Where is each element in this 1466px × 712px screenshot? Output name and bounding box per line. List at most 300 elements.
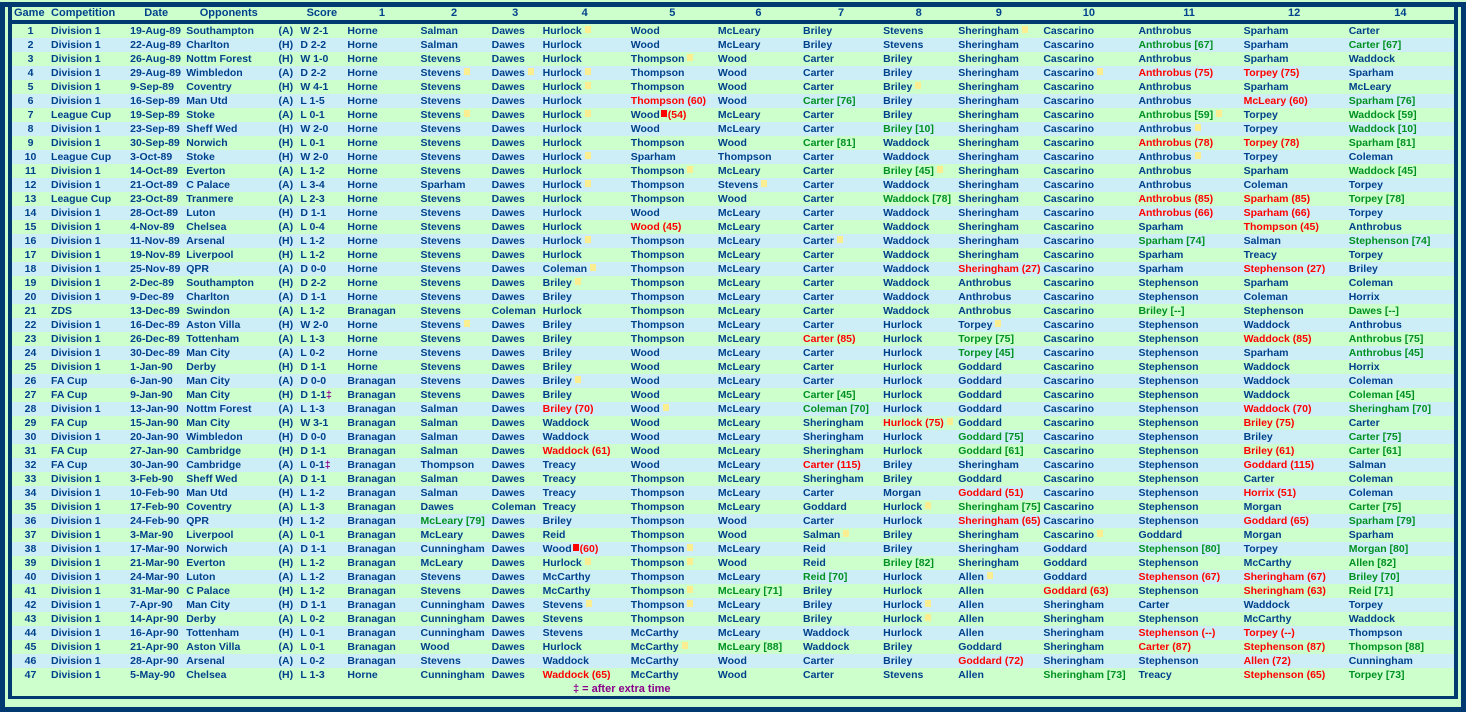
player-name: Waddock [10] [1348,123,1417,135]
player-cell [629,402,716,416]
player-name: Thompson [630,193,685,205]
column-header: Competition [49,7,128,22]
score-text: D 1-1 [300,361,327,373]
player-name: Thompson [717,151,772,163]
player-cell [1347,486,1454,500]
venue-cell: (A) [278,165,294,177]
player-cell [1242,22,1347,38]
player-cell [1347,360,1454,374]
match-row [12,150,1454,164]
score-cell [298,654,345,668]
player-cell [716,444,801,458]
player-name: Dawes [491,179,525,191]
player-cell [956,290,1041,304]
player-cell [1136,262,1241,276]
yellow-card-icon [585,236,591,243]
player-cell [1347,500,1454,514]
player-name: Sheringham [958,179,1019,191]
player-name: Sheringham [73] [1043,669,1126,681]
sent-off-minute: (54) [667,109,687,121]
player-name: Briley [803,39,833,51]
match-row [12,668,1454,682]
player-name: McLeary [71] [717,585,783,597]
player-name: Treacy [542,459,576,471]
player-cell [1242,150,1347,164]
venue-cell: (H) [278,599,294,611]
date-cell: 31-Mar-90 [130,585,180,597]
player-cell [956,360,1041,374]
competition-cell: Division 1 [51,277,101,289]
player-name: Carter [803,193,834,205]
player-cell [716,234,801,248]
score-text: L 0-4 [300,221,325,233]
player-name: Anthrobus [1138,81,1192,93]
player-cell [801,164,881,178]
player-cell [541,122,629,136]
player-name: Sparham [1348,529,1394,541]
player-name: Goddard [1043,571,1088,583]
game-number-cell: 38 [24,543,37,555]
player-name: Waddock [883,137,930,149]
player-name: Goddard [61] [958,445,1024,457]
player-cell [881,500,956,514]
player-cell [541,150,629,164]
shirt-number-header: 5 [629,7,716,22]
player-cell [1136,542,1241,556]
player-name: Branagan [347,641,396,653]
score-cell [298,234,345,248]
player-name: Dawes [491,669,525,681]
player-cell [1347,444,1454,458]
player-name: Stephenson (65) [1243,669,1326,681]
opponent-cell: Wimbledon [186,67,243,79]
player-name: Thompson [630,249,685,261]
score-cell [298,612,345,626]
player-cell [1041,612,1136,626]
player-name: Allen [958,613,984,625]
player-name: Thompson (45) [1243,221,1319,233]
player-name: Waddock [1348,53,1395,65]
player-name: Cascarino [1043,529,1095,541]
player-cell [490,80,541,94]
player-cell [1242,136,1347,150]
score-cell [298,136,345,150]
player-cell [716,360,801,374]
player-cell [541,22,629,38]
player-cell [956,38,1041,52]
player-name: Morgan [1243,501,1282,513]
player-cell [345,374,418,388]
competition-cell: Division 1 [51,543,101,555]
player-cell [419,22,490,38]
opponent-cell: Charlton [186,291,230,303]
player-cell [345,388,418,402]
player-name: Waddock [883,221,930,233]
player-name: Allen [958,627,984,639]
column-header: Opponents [184,7,273,22]
player-name: Cascarino [1043,221,1095,233]
opponent-cell: Man Utd [186,95,228,107]
extra-time-marker: ‡ [324,459,331,471]
score-text: L 0-1 [300,137,325,149]
player-cell [419,640,490,654]
competition-cell: Division 1 [51,179,101,191]
player-cell [419,332,490,346]
score-text: W 2-0 [300,123,329,135]
player-cell [801,416,881,430]
player-name: Thompson [630,487,685,499]
player-cell [629,178,716,192]
player-cell [1041,654,1136,668]
venue-cell: (A) [278,529,294,541]
player-name: Torpey [1243,109,1278,121]
player-cell [345,472,418,486]
player-name: Sheringham [958,249,1019,261]
player-cell [801,22,881,38]
venue-cell: (H) [278,207,294,219]
score-cell [298,192,345,206]
player-name: Horne [347,151,378,163]
player-name: McCarthy [630,669,679,681]
player-cell [541,164,629,178]
player-name: Carter [1243,473,1275,485]
player-name: Anthrobus [67] [1138,39,1214,51]
player-cell [490,122,541,136]
player-name: Dawes [491,67,525,79]
player-cell [541,290,629,304]
game-number-cell: 1 [27,25,34,37]
player-name: Waddock [542,417,589,429]
player-cell [1347,122,1454,136]
player-name: Anthrobus [1138,25,1192,37]
player-cell [956,542,1041,556]
player-cell [490,444,541,458]
score-cell [298,38,345,52]
player-cell [1347,276,1454,290]
date-cell: 16-Sep-89 [130,95,180,107]
player-name: Stephenson [1138,389,1199,401]
results-table-frame [8,7,1458,699]
player-name: Branagan [347,627,396,639]
player-name: Sheringham [958,235,1019,247]
player-name: McLeary [420,557,464,569]
player-cell [881,528,956,542]
player-name: Hurlock [542,53,582,65]
player-cell [956,276,1041,290]
date-cell: 23-Oct-89 [130,193,179,205]
player-name: Stevens [420,95,461,107]
player-cell [1242,388,1347,402]
player-cell [716,332,801,346]
score-text: L 0-1 [300,529,325,541]
player-name: Wood [630,347,660,359]
player-name: Wood [630,123,660,135]
player-cell [801,472,881,486]
player-name: McLeary [717,165,761,177]
player-name: McLeary [717,109,761,121]
score-text: L 1-2 [300,235,325,247]
competition-cell: Division 1 [51,249,101,261]
player-name: Dawes [491,515,525,527]
player-name: Anthrobus (66) [1138,207,1214,219]
player-name: McLeary [88] [717,641,783,653]
player-name: Dawes [491,613,525,625]
player-name: Carter (85) [803,333,856,345]
opponent-cell: Sheff Wed [186,123,238,135]
player-cell [801,430,881,444]
player-cell [801,486,881,500]
yellow-card-icon [585,110,591,117]
score-text: W 1-0 [300,53,329,65]
player-cell [345,122,418,136]
player-cell [716,206,801,220]
score-cell [298,178,345,192]
player-cell [956,164,1041,178]
player-name: Allen (72) [1243,655,1291,667]
player-cell [716,458,801,472]
date-cell: 9-Jan-90 [130,389,173,401]
match-row [12,402,1454,416]
player-cell [629,332,716,346]
player-cell [716,164,801,178]
player-cell [541,430,629,444]
player-name: Cascarino [1043,193,1095,205]
player-cell [956,444,1041,458]
player-name: Stevens [420,655,461,667]
player-name: Briley [1243,431,1273,443]
player-cell [541,318,629,332]
match-row [12,136,1454,150]
player-cell [1041,66,1136,80]
player-cell [1041,234,1136,248]
player-cell [490,388,541,402]
player-cell [419,276,490,290]
player-name: Salman [420,473,458,485]
player-cell [1347,136,1454,150]
player-name: Sheringham [958,221,1019,233]
player-name: Waddock [883,263,930,275]
player-name: Thompson [630,571,685,583]
opponent-cell: Man City [186,375,230,387]
player-name: Allen [958,571,984,583]
player-cell [1347,514,1454,528]
player-name: McLeary [717,235,761,247]
competition-cell: Division 1 [51,165,101,177]
score-text: W 2-1 [300,25,329,37]
player-name: McLeary [79] [420,515,485,527]
player-cell [541,528,629,542]
player-name: Thompson [630,291,685,303]
player-cell [1136,486,1241,500]
player-name: Waddock [883,207,930,219]
player-name: Hurlock [542,221,582,233]
player-cell [1242,276,1347,290]
player-name: Hurlock [883,515,923,527]
red-card-icon [573,544,579,551]
player-name: Wood [630,403,660,415]
player-name: Thompson [630,585,685,597]
player-cell [1242,402,1347,416]
yellow-card-icon [590,264,596,271]
yellow-card-icon [464,110,470,117]
player-cell [541,472,629,486]
player-name: Coleman [1243,291,1288,303]
date-cell: 13-Dec-89 [130,305,180,317]
player-cell [1347,94,1454,108]
player-cell [956,640,1041,654]
player-name: Goddard (51) [958,487,1024,499]
player-name: Goddard [958,403,1002,415]
player-name: Coleman [491,305,536,317]
score-text: L 0-1 [300,627,325,639]
date-cell: 7-Apr-90 [130,599,173,611]
match-row [12,472,1454,486]
player-name: Salman [420,39,458,51]
player-cell [629,374,716,388]
player-cell [1136,220,1241,234]
score-cell [298,52,345,66]
player-cell [541,276,629,290]
player-name: Carter [803,487,834,499]
player-name: Dawes [491,109,525,121]
player-cell [1041,136,1136,150]
player-cell [419,80,490,94]
date-cell: 19-Sep-89 [130,109,180,121]
player-cell [716,430,801,444]
game-number-cell: 13 [24,193,37,205]
player-cell [881,38,956,52]
player-name: Stephenson [1138,557,1199,569]
player-name: Sheringham [803,417,864,429]
player-cell [345,108,418,122]
date-cell: 30-Dec-89 [130,347,180,359]
date-cell: 19-Aug-89 [130,25,181,37]
yellow-card-icon [464,68,470,75]
player-name: Stephenson [1138,291,1199,303]
player-name: Carter [61] [1348,445,1402,457]
player-cell [881,416,956,430]
player-name: Horne [347,165,378,177]
player-cell [419,150,490,164]
player-cell [1041,178,1136,192]
player-cell [419,612,490,626]
player-cell [1136,556,1241,570]
player-name: Sheringham [958,67,1019,79]
match-row [12,570,1454,584]
player-cell [1242,556,1347,570]
player-cell [1041,52,1136,66]
player-cell [345,640,418,654]
player-cell [956,220,1041,234]
player-cell [716,318,801,332]
player-name: Dawes [491,417,525,429]
player-name: Hurlock [883,445,923,457]
player-cell [490,290,541,304]
player-cell [716,290,801,304]
player-name: Briley [542,319,572,331]
opponent-cell: Charlton [186,39,230,51]
player-cell [881,514,956,528]
player-cell [1136,598,1241,612]
score-text: L 0-1 [300,109,325,121]
player-name: Coleman [1348,375,1394,387]
player-name: Horne [347,67,378,79]
player-name: Treacy [542,501,576,513]
competition-cell: Division 1 [51,571,101,583]
player-name: Stephenson [1138,501,1199,513]
venue-cell: (A) [278,221,294,233]
player-cell [1242,80,1347,94]
player-cell [956,598,1041,612]
player-name: Stevens [883,39,924,51]
player-name: Wood [717,515,747,527]
player-cell [881,444,956,458]
yellow-card-icon [1097,68,1103,75]
player-cell [1041,598,1136,612]
player-name: Stevens [542,613,583,625]
player-cell [801,402,881,416]
competition-cell: ZDS [51,305,73,317]
match-row [12,332,1454,346]
player-name: Briley [45] [883,165,934,177]
player-name: McLeary [717,571,761,583]
match-row [12,38,1454,52]
player-cell [956,234,1041,248]
opponent-cell: C Palace [186,179,230,191]
score-text: L 1-5 [300,95,325,107]
player-name: Carter [81] [803,137,856,149]
player-name: Sparham [76] [1348,95,1416,107]
player-name: Carter [75] [1348,431,1402,443]
player-cell [1347,318,1454,332]
player-cell [345,360,418,374]
player-cell [419,668,490,682]
competition-cell: Division 1 [51,53,101,65]
player-cell [1242,332,1347,346]
player-cell [716,136,801,150]
player-cell [1242,360,1347,374]
game-number-cell: 31 [24,445,37,457]
player-name: Branagan [347,655,396,667]
player-cell [490,164,541,178]
yellow-card-icon [837,236,843,243]
player-name: Dawes [491,221,525,233]
player-name: Carter [1348,417,1380,429]
score-text: W 4-1 [300,81,329,93]
player-name: Dawes [491,459,525,471]
player-name: Waddock (65) [542,669,611,681]
player-cell [881,402,956,416]
yellow-card-icon [925,502,931,509]
player-name: Cascarino [1043,459,1095,471]
player-cell [1041,262,1136,276]
player-name: Dawes [420,501,454,513]
player-name: Horne [347,39,378,51]
player-name: Stephenson [1138,361,1199,373]
player-cell [490,206,541,220]
competition-cell: FA Cup [51,389,88,401]
player-name: Horrix [1348,361,1380,373]
player-cell [801,444,881,458]
player-cell [1347,192,1454,206]
player-cell [956,626,1041,640]
player-name: Torpey [73] [1348,669,1405,681]
player-name: Torpey (75) [1243,67,1300,79]
player-name: Anthrobus [1138,165,1192,177]
yellow-card-icon [528,68,534,75]
player-cell [1347,374,1454,388]
player-name: Reid [803,543,826,555]
